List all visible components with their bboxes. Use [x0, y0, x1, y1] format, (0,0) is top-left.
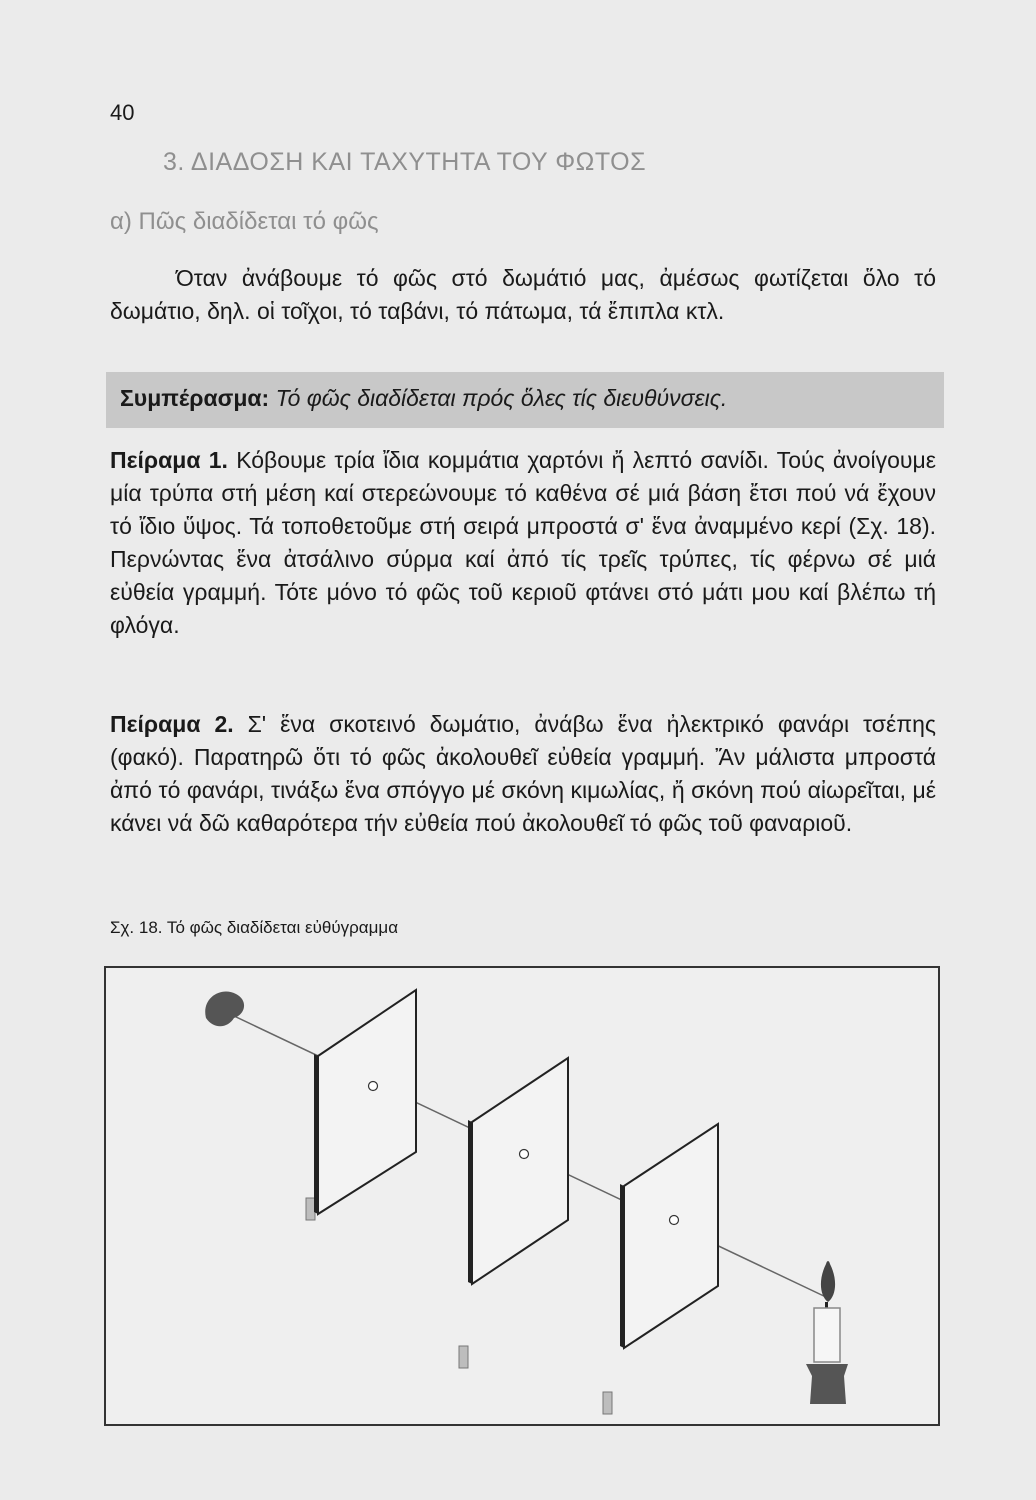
conclusion-body: Τό φῶς διαδίδεται πρός ὅλες τίς διευθύνσεις.	[275, 385, 728, 411]
screen-2-hole	[520, 1150, 529, 1159]
figure-caption: Σχ. 18. Τό φῶς διαδίδεται εὐθύγραμμα	[110, 918, 399, 937]
eye-icon	[205, 991, 244, 1026]
screen-1-hole	[369, 1082, 378, 1091]
subsection-title: α) Πῶς διαδίδεται τό φῶς	[110, 208, 379, 235]
page-number: 40	[110, 100, 135, 125]
intro-paragraph: Όταν ἀνάβουμε τό φῶς στό δωμάτιό μας, ἀμέσως φωτίζεται ὅλο τό δωμάτιο, δηλ. οἱ τοῖχοι, τό ταβάνι, τό πάτωμα, τά ἔπιπλα κτλ.	[110, 265, 936, 324]
experiment-2-label: Πείραμα 2.	[110, 711, 234, 737]
cardboard-screen-1	[306, 990, 416, 1220]
cardboard-screen-2	[459, 1058, 568, 1368]
screen-3-hole	[670, 1216, 679, 1225]
cardboard-screen-3	[603, 1124, 718, 1414]
conclusion-label: Συμπέρασμα:	[120, 385, 270, 411]
conclusion-box	[106, 372, 944, 428]
conclusion-text	[120, 385, 727, 412]
section-title: 3. ΔΙΑΔΟΣΗ ΚΑΙ ΤΑΧΥΤΗΤΑ ΤΟΥ ΦΩΤΟΣ	[163, 148, 647, 176]
figure-18	[104, 966, 940, 1426]
experiment-2-paragraph	[110, 708, 936, 840]
experiment-1-label: Πείραμα 1.	[110, 447, 228, 473]
figure-illustration	[106, 968, 938, 1424]
experiment-1-paragraph	[110, 444, 936, 642]
experiment-2-text: Σ' ἕνα σκοτεινό δωμάτιο, ἀνάβω ἕνα ἠλεκτρικό φανάρι τσέπης (φακό). Παρατηρῶ ὅτι τό φῶς ἀκολουθεῖ εὐθεία γραμμή. Ἄν μάλιστα μπροστά ἀπό τό φανάρι, τινάξω ἕνα σπόγγο μέ σκόνη κιμωλίας, ἤ σκόνη πού αἰωρεῖται, μέ κάνει νά δῶ καθαρότερα τήν εὐθεία πού ἀκολουθεῖ τό φῶς τοῦ φαναριοῦ.	[110, 711, 936, 836]
candle-icon	[806, 1261, 848, 1404]
experiment-1-text: Κόβουμε τρία ἴδια κομμάτια χαρτόνι ἤ λεπτό σανίδι. Τούς ἀνοίγουμε μία τρύπα στή μέση καί στερεώνουμε τό καθένα σέ μιά βάση ἔτσι πού νά ἔχουν τό ἴδιο ὕψος. Τά τοποθετοῦμε στή σειρά μπροστά σ' ἕνα ἀναμμένο κερί (Σχ. 18). Περνώντας ἕνα ἀτσάλινο σύρμα καί ἀπό τίς τρεῖς τρύπες, τίς φέρνω σέ μιά εὐθεία γραμμή. Τότε μόνο τό φῶς τοῦ κεριοῦ φτάνει στό μάτι μου καί βλέπω τή φλόγα.	[110, 447, 936, 638]
